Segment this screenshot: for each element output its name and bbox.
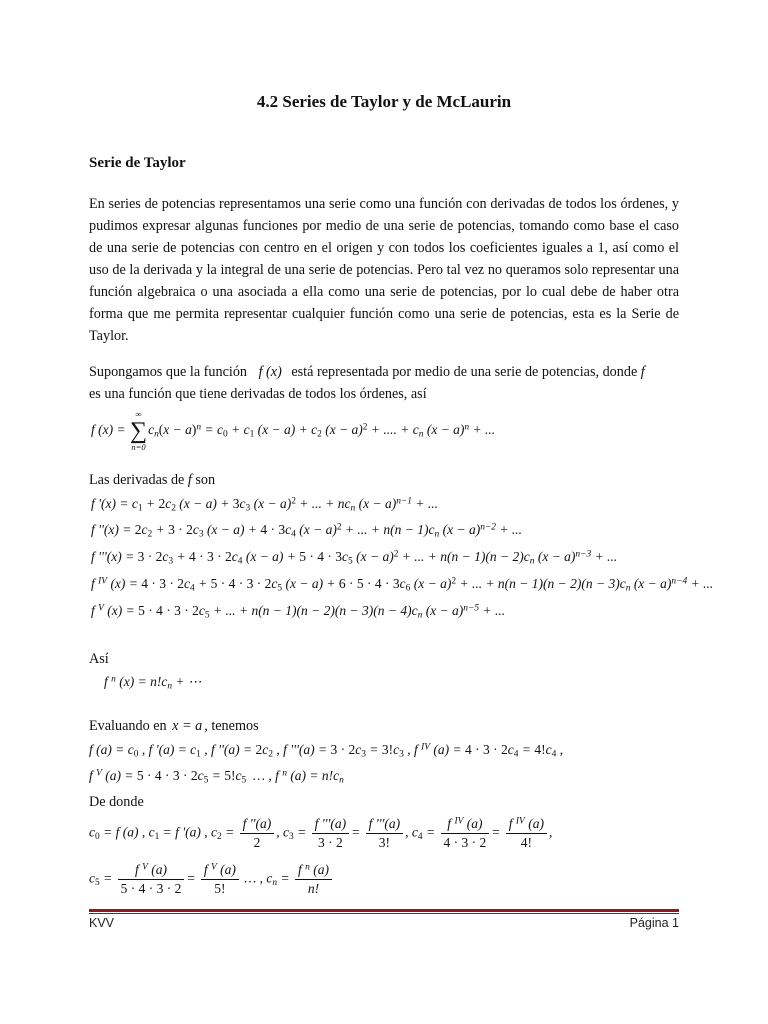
paragraph2-line1 [89, 364, 645, 381]
summation-symbol: ∞ ∑ n=0 [129, 409, 148, 452]
evaluando-suffix: , tenemos [204, 718, 259, 734]
coefficients-line1: $c_0 = f$ (a) , $c_1 = f$ '(a) , $c_2$ = $\frac{f ''(a)}{2}$ , $c_3$ = $\frac{f '''(a)}{3 \cdot 2}$ = $\frac{f '''(a)}{3!}$ , $c_4$ = $\frac{f ^{IV} (a)}{4 \cdot 3 \cdot 2}$ = $\frac{f ^{IV} (a)}{4!}$ , [89, 816, 553, 850]
fraction-c4-b: $\frac{f ^{IV} (a)}{4!}$ [506, 816, 547, 851]
paragraph2-text-b: está representada por medio de una serie de potencias, donde [291, 364, 638, 380]
fraction-c3-a: $\frac{f '''(a)}{3 \cdot 2}$ [312, 816, 350, 851]
section-heading: Serie de Taylor [89, 155, 186, 171]
paragraph2-f: f [640, 364, 645, 380]
fraction-c5-a: $\frac{f ^V (a)}{5 \cdot 4 \cdot 3 \cdot 2}$ [118, 862, 185, 897]
second-derivative-equation: f ''$(x) = 2c_2 + 3 \cdot 2c_3$ $(x - a) + 4 \cdot 3c_4$ $(x - a)^2$ + ... + $n(n - 1)c_n$ $(x - a)^{n-2}$ + ... [91, 522, 522, 540]
derivadas-f: f [187, 472, 192, 488]
de-donde-label: De donde [89, 794, 144, 810]
fraction-c3-b: $\frac{f '''(a)}{3!}$ [366, 816, 404, 851]
third-derivative-equation: f '''$(x) = 3 \cdot 2c_3 + 4 \cdot 3 \cdot 2c_4$ $(x - a) + 5 \cdot 4 \cdot 3c_5$ $(x - a)^2$ + ... + $n(n - 1)(n - 2)c_n$ $(x - a)^{n-3}$ + ... [91, 549, 618, 567]
evaluated-equations-line1: f $(a) = c_0$ , f '$(a) = c_1$ , f ''$(a) = 2c_2$ , f '''$(a) = 3 \cdot 2c_3 = 3!c_3$ , f $^{IV}$ $(a) = 4 \cdot 3 \cdot 2c_4 = 4!c_4$ , [89, 742, 564, 760]
page-title: 4.2 Series de Taylor y de McLaurin [256, 92, 512, 111]
evaluando-prefix: Evaluando en [89, 718, 167, 734]
fraction-c5-b: $\frac{f ^V (a)}{5!}$ [201, 862, 239, 897]
evaluated-equations-line2: f $^V$ $(a) = 5 \cdot 4 \cdot 3 \cdot 2c_5 = 5!c_5$ … , f $^n$ $(a) = n!c_n$ [89, 768, 344, 786]
asi-label: Así [89, 651, 109, 667]
fifth-derivative-equation: f $^V$ $(x) = 5 \cdot 4 \cdot 3 \cdot 2c_5$ + ... + $n(n - 1)(n - 2)(n - 3)(n - 4)c_n$ $(x - a)^{n-5}$ + ... [91, 603, 506, 621]
derivadas-label [89, 472, 215, 489]
paragraph2-fx: f (x) [258, 364, 282, 380]
fraction-cn: $\frac{f ^n (a)}{n!}$ [295, 862, 332, 897]
first-derivative-equation: f '$(x) = c_1 + 2c_2$ $(x - a) + 3c_3$ $(x - a)^2$ + ... + $nc_n$ $(x - a)^{n-1}$ + ... [91, 496, 438, 514]
evaluando-math: x = a [172, 718, 203, 734]
footer-page-number: Página 1 [629, 916, 679, 930]
fraction-c4-a: $\frac{f ^{IV} (a)}{4 \cdot 3 \cdot 2}$ [441, 816, 490, 851]
nth-derivative-equation: f $^n$ $(x) = n!c_n$ + ⋯ [104, 674, 202, 692]
coefficients-line2: $c_5$ = $\frac{f ^V (a)}{5 \cdot 4 \cdot 3 \cdot 2}$ = $\frac{f ^V (a)}{5!}$ … , $c_n$ = $\frac{f ^n (a)}{n!}$ [89, 862, 334, 897]
evaluando-label [89, 718, 259, 735]
derivadas-suffix: son [195, 472, 216, 488]
fourth-derivative-equation: f $^{IV}$ $(x) = 4 \cdot 3 \cdot 2c_4 + 5 \cdot 4 \cdot 3 \cdot 2c_5$ $(x - a) + 6 \cdot 5 \cdot 4 \cdot 3c_6$ $(x - a)^2$ + ... + $n(n - 1)(n - 2)(n - 3)c_n$ $(x - a)^{n-4}$ + ... [91, 576, 714, 594]
taylor-series-equation: f (x) = ∞ ∑ n=0 $c_n(x - a)^n = c_0 + c_1$ $(x - a) + c_2$ $(x - a)^2$ + .... + $c_n$ $(x - a)^n$ + ... [91, 409, 496, 452]
derivadas-prefix: Las derivadas de [89, 472, 185, 488]
paragraph2-line2: es una función que tiene derivadas de todos los órdenes, así [89, 386, 427, 402]
paragraph2-text-a: Supongamos que la función [89, 364, 248, 380]
footer-left: KVV [89, 916, 115, 930]
fraction-c2: $\frac{f ''(a)}{2}$ [240, 816, 275, 851]
footer-rule [89, 909, 679, 914]
intro-paragraph: En series de potencias representamos una serie como una función con derivadas de todos los órdenes, y pudimos expresar algunas funciones por medio de una serie de potencias, tomando como base el caso de una serie de potencias con centro en el origen y con todos los coeficientes iguales a 1, así como el uso de la derivada y la integral de una serie de potencias. Pero tal vez no queramos solo representar una función algebraica o una asociada a ella como una serie de potencias, por lo cual debe de haber otra forma que me permita representar cualquier función como una serie de potencias, esta es la Serie de Taylor. [89, 196, 679, 344]
